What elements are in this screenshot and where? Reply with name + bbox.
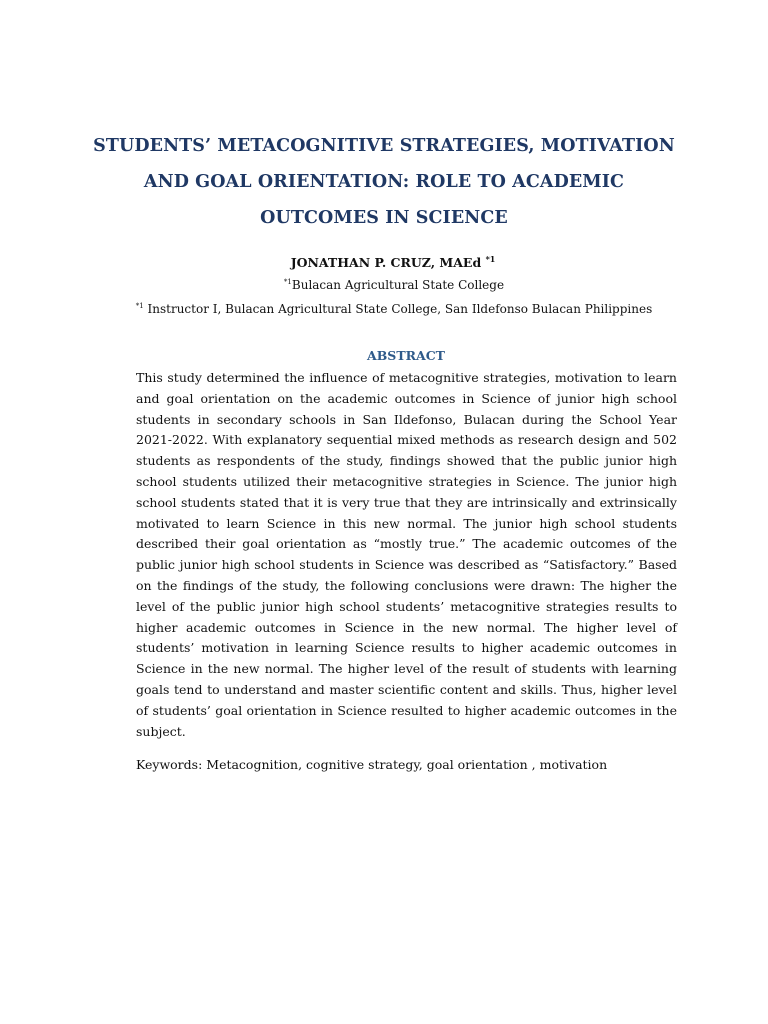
affiliation-1-superscript: *1	[283, 278, 292, 286]
title-line-2: AND GOAL ORIENTATION: ROLE TO ACADEMIC	[143, 172, 625, 192]
affiliation-2-text: Instructor I, Bulacan Agricultural State College, San Ildefonso Bulacan Philippines	[143, 302, 653, 316]
abstract-heading: ABSTRACT	[367, 348, 445, 363]
abstract-body: This study determined the influence of metacognitive strategies, motivation to learn and goal orientation on the academic outcomes in Science of junior high school students in secondary schools in San Ildefonso, Bulacan during the School Year 2021-2022. With explanatory sequential mixed methods as research design and 502 students as respondents of the study, findings showed that the public junior high school students utilized their metacognitive strategies in Science. The junior high school students stated that it is very true that they are intrinsically and extrinsically motivated to learn Science in this new normal. The junior high school students described their goal orientation as “mostly true.” The academic outcomes of the public junior high school students in Science was described as “Satisfactory.” Based on the findings of the study, the following conclusions were drawn: The higher the level of the public junior high school students’ metacognitive strategies results to higher academic outcomes in Science in the new normal. The higher level of students’ motivation in learning Science results to higher academic outcomes in Science in the new normal. The higher level of the result of students with learning goals tend to understand and master scientific content and skills. Thus, higher level of students’ goal orientation in Science resulted to higher academic outcomes in the subject.	[136, 370, 677, 739]
title-line-1: STUDENTS’ METACOGNITIVE STRATEGIES, MOTIVATION	[93, 136, 675, 156]
author-name: JONATHAN P. CRUZ, MAEd	[290, 255, 482, 271]
author-line	[0, 254, 768, 270]
author-superscript: *1	[485, 254, 496, 264]
affiliation-2	[0, 302, 768, 316]
title-line-3: OUTCOMES IN SCIENCE	[260, 208, 508, 228]
affiliation-1-text: Bulacan Agricultural State College	[291, 278, 505, 292]
affiliation-1	[0, 278, 768, 292]
affiliation-2-superscript: *1	[135, 302, 144, 310]
paper-title	[60, 128, 708, 236]
keywords-line: Keywords: Metacognition, cognitive strategy, goal orientation , motivation	[136, 757, 608, 772]
